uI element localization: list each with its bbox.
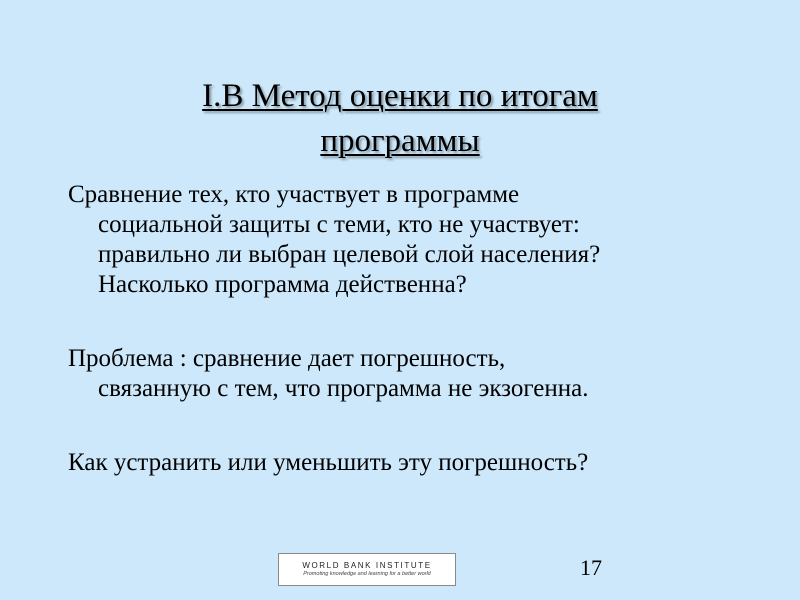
paragraph-line: правильно ли выбран целевой слой населения? <box>98 241 601 268</box>
paragraph-line: Проблема : сравнение дает погрешность, <box>68 345 506 372</box>
paragraph-problem <box>68 344 758 404</box>
slide-title-line-2: программы <box>320 123 480 159</box>
paragraph-question <box>68 448 758 478</box>
paragraph-line: социальной защиты с теми, кто не участвует: <box>98 211 580 238</box>
paragraph-comparison <box>68 180 758 300</box>
paragraph-line: Насколько программа действенна? <box>98 271 467 298</box>
paragraph-line: Как устранить или уменьшить эту погрешность? <box>68 449 589 476</box>
logo-name: WORLD BANK INSTITUTE <box>302 561 432 570</box>
paragraph-line: Сравнение тех, кто участвует в программе <box>68 181 520 208</box>
page-number: 17 <box>580 555 602 580</box>
logo-tagline: Promoting knowledge and learning for a better world <box>303 571 431 577</box>
world-bank-institute-logo <box>278 553 456 586</box>
slide-body <box>68 180 758 478</box>
paragraph-line: связанную с тем, что программа не экзогенна. <box>98 375 589 402</box>
slide-title <box>100 74 700 164</box>
slide-title-line-1: I.B Метод оценки по итогам <box>202 78 598 114</box>
